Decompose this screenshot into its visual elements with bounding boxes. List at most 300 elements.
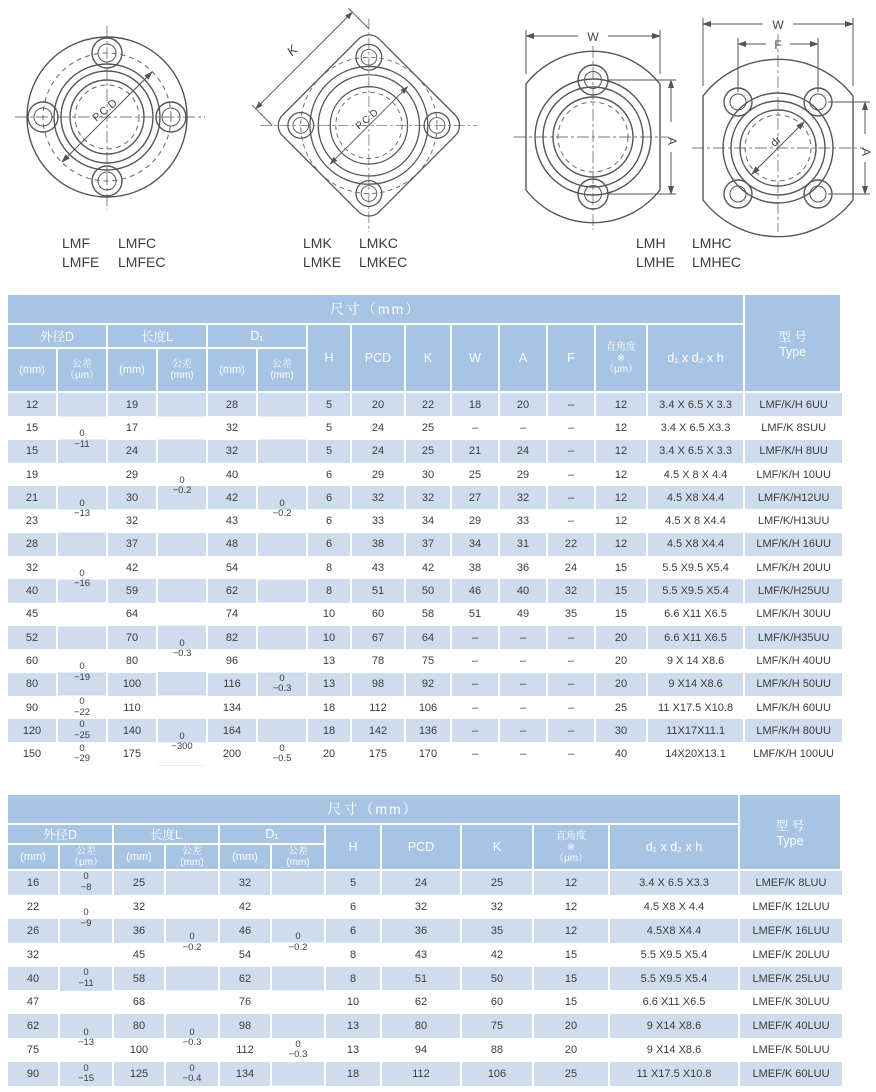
- round-flange-svg: [10, 14, 210, 232]
- cell-d: 52: [8, 626, 58, 649]
- cell-d1: 200: [208, 742, 258, 765]
- col-header-l-tol: 公差 (mm): [158, 349, 208, 393]
- cell-a: –: [500, 626, 548, 649]
- cell-d: 32: [8, 943, 60, 967]
- cell-type: LMEF/K 16LUU: [740, 919, 842, 943]
- cell-pcd: 38: [352, 533, 406, 556]
- col-header-d1-tol: 公差 (mm): [258, 349, 308, 393]
- pcd-dim-label: P.C.D: [90, 97, 120, 125]
- dimensions-table-lmef: [8, 795, 842, 1086]
- type-header-cn: 型 号: [775, 819, 805, 833]
- type-header-en: Type: [776, 834, 804, 848]
- cell-h: 6: [308, 486, 352, 509]
- cell-sq: 12: [596, 416, 648, 439]
- cell-pcd: 29: [352, 463, 406, 486]
- col-header-d-mm: (mm): [8, 349, 58, 393]
- cell-d1: 32: [208, 440, 258, 463]
- oval-flange-types: [636, 234, 741, 272]
- oval-flange-2hole-svg: [508, 22, 682, 234]
- cell-pcd: 36: [382, 919, 462, 943]
- cell-pcd: 24: [382, 871, 462, 895]
- cell-tolerance: 0 −0.2: [158, 393, 208, 579]
- cell-type: LMF/K/H 8UU: [745, 440, 842, 463]
- cell-k: 106: [462, 1062, 534, 1086]
- cell-f: –: [548, 673, 596, 696]
- cell-d1: 54: [220, 943, 272, 967]
- cell-d: 6.6 X11 X6.5: [648, 603, 745, 626]
- cell-pcd: 175: [352, 742, 406, 765]
- cell-pcd: 98: [352, 673, 406, 696]
- cell-d: 4.5 X8 X4.4: [648, 533, 745, 556]
- cell-w: 18: [452, 393, 500, 416]
- cell-sq: 15: [534, 967, 610, 991]
- cell-l: 68: [114, 990, 166, 1014]
- cell-a: 32: [500, 486, 548, 509]
- type-label: LMKEC: [359, 254, 408, 270]
- cell-d: 4.5 X8 X 4.4: [610, 895, 740, 919]
- table-title: 尺寸（mm）: [8, 795, 740, 825]
- cell-sq: 12: [596, 509, 648, 532]
- cell-d1: 96: [208, 649, 258, 672]
- col-header-l-mm: (mm): [108, 349, 158, 393]
- cell-pcd: 43: [352, 556, 406, 579]
- cell-d: 5.5 X9.5 X5.4: [648, 556, 745, 579]
- col-header-length: 长度L: [114, 825, 220, 845]
- col-header-d-mm: (mm): [8, 845, 60, 871]
- cell-l: 45: [114, 943, 166, 967]
- col-header-outer-dia: 外径D: [8, 825, 114, 845]
- cell-type: LMF/K/H 20UU: [745, 556, 842, 579]
- cell-f: –: [548, 416, 596, 439]
- cell-l: 100: [108, 673, 158, 696]
- cell-pcd: 94: [382, 1038, 462, 1062]
- cell-tolerance: 0 −0.4: [166, 1062, 220, 1086]
- cell-d: 21: [8, 486, 58, 509]
- cell-f: 32: [548, 579, 596, 602]
- col-header-l-tol: 公差 (mm): [166, 845, 220, 871]
- cell-type: LMEF/K 40LUU: [740, 1014, 842, 1038]
- round-flange-types: [62, 234, 165, 272]
- type-header-cn: 型 号: [778, 330, 807, 344]
- cell-pcd: 112: [382, 1062, 462, 1086]
- type-label: LMF: [62, 235, 90, 251]
- cell-pcd: 62: [382, 990, 462, 1014]
- cell-w: 46: [452, 579, 500, 602]
- cell-d: 4.5X8 X4.4: [610, 919, 740, 943]
- cell-type: LMF/K/H 30UU: [745, 603, 842, 626]
- cell-f: –: [548, 742, 596, 765]
- cell-d1: 28: [208, 393, 258, 416]
- cell-d: 9 X14 X8.6: [610, 1014, 740, 1038]
- cell-d: 23: [8, 509, 58, 532]
- cell-f: –: [548, 463, 596, 486]
- col-header-h: H: [326, 825, 382, 871]
- cell-type: LMF/K/H 50UU: [745, 673, 842, 696]
- cell-l: 100: [114, 1038, 166, 1062]
- cell-sq: 25: [534, 1062, 610, 1086]
- cell-l: 140: [108, 719, 158, 742]
- cell-pcd: 78: [352, 649, 406, 672]
- col-header-l-mm: (mm): [114, 845, 166, 871]
- cell-h: 10: [308, 626, 352, 649]
- cell-type: LMF/K/H 100UU: [745, 742, 842, 765]
- cell-d: 120: [8, 719, 58, 742]
- cell-h: 18: [326, 1062, 382, 1086]
- cell-tolerance: 0 −15: [60, 1062, 114, 1086]
- cell-d: 60: [8, 649, 58, 672]
- cell-h: 18: [308, 719, 352, 742]
- cell-w: 21: [452, 440, 500, 463]
- dimensions-table-lmf: [8, 295, 842, 766]
- cell-h: 13: [308, 673, 352, 696]
- cell-k: 42: [462, 943, 534, 967]
- col-header-a: A: [500, 325, 548, 393]
- cell-sq: 12: [596, 440, 648, 463]
- cell-k: 32: [406, 486, 452, 509]
- cell-k: 88: [462, 1038, 534, 1062]
- cell-k: 50: [406, 579, 452, 602]
- cell-sq: 12: [596, 533, 648, 556]
- col-header-f: F: [548, 325, 596, 393]
- cell-tolerance: 0 −22: [58, 696, 108, 719]
- cell-h: 5: [308, 416, 352, 439]
- cell-sq: 12: [596, 486, 648, 509]
- cell-tolerance: [58, 533, 108, 556]
- cell-sq: 12: [596, 463, 648, 486]
- cell-d: 5.5 X9.5 X5.4: [610, 967, 740, 991]
- cell-h: 6: [308, 533, 352, 556]
- type-label: LMFEC: [118, 254, 166, 270]
- cell-tolerance: 0 −0.2: [166, 871, 220, 1014]
- cell-sq: 25: [596, 696, 648, 719]
- cell-d: 40: [8, 967, 60, 991]
- cell-sq: 12: [596, 393, 648, 416]
- col-header-d-tol: 公差 （μm）: [60, 845, 114, 871]
- square-flange-svg: [228, 2, 484, 234]
- cell-d1: 42: [220, 895, 272, 919]
- cell-d: 3.4 X 6.5 X3.3: [610, 871, 740, 895]
- cell-sq: 15: [596, 603, 648, 626]
- cell-d: 4.5 X 8 X4.4: [648, 509, 745, 532]
- cell-tolerance: 0 −0.3: [158, 579, 208, 719]
- cell-k: 64: [406, 626, 452, 649]
- col-header-squareness: 直角度 ※ （μm）: [534, 825, 610, 871]
- cell-a: –: [500, 649, 548, 672]
- cell-pcd: 60: [352, 603, 406, 626]
- cell-pcd: 51: [352, 579, 406, 602]
- cell-d1: 62: [220, 967, 272, 991]
- col-header-type: [745, 295, 842, 393]
- type-label: LMFC: [118, 235, 157, 251]
- cell-k: 50: [462, 967, 534, 991]
- cell-d1: 62: [208, 579, 258, 602]
- cell-w: –: [452, 673, 500, 696]
- cell-type: LMF/K/H 60UU: [745, 696, 842, 719]
- cell-d: 90: [8, 696, 58, 719]
- cell-tolerance: 0 −11: [60, 943, 114, 1015]
- cell-d1: 112: [220, 1038, 272, 1062]
- col-header-length: 长度L: [108, 325, 208, 349]
- cell-tolerance: 0 −0.3: [166, 1014, 220, 1062]
- type-label: LMK: [303, 235, 332, 251]
- cell-w: 25: [452, 463, 500, 486]
- cell-w: 38: [452, 556, 500, 579]
- col-header-d1: D₁: [220, 825, 326, 845]
- cell-h: 8: [308, 579, 352, 602]
- cell-f: –: [548, 393, 596, 416]
- cell-k: 25: [406, 440, 452, 463]
- cell-type: LMF/K/H13UU: [745, 509, 842, 532]
- square-flange-drawing: [228, 2, 484, 239]
- cell-h: 13: [308, 649, 352, 672]
- cell-k: 25: [406, 416, 452, 439]
- cell-k: 35: [462, 919, 534, 943]
- cell-d1: 48: [208, 533, 258, 556]
- cell-k: 32: [462, 895, 534, 919]
- cell-h: 18: [308, 696, 352, 719]
- cell-w: 51: [452, 603, 500, 626]
- cell-f: –: [548, 649, 596, 672]
- col-header-d1d2h: d₁ x d₂ x h: [610, 825, 740, 871]
- cell-w: –: [452, 742, 500, 765]
- cell-d1: 76: [220, 990, 272, 1014]
- cell-tolerance: 0 −25: [58, 719, 108, 742]
- cell-l: 29: [108, 463, 158, 486]
- cell-l: 42: [108, 556, 158, 579]
- cell-k: 75: [406, 649, 452, 672]
- cell-d: 12: [8, 393, 58, 416]
- col-header-pcd: PCD: [382, 825, 462, 871]
- cell-h: 8: [326, 943, 382, 967]
- cell-tolerance: 0 −19: [58, 649, 108, 696]
- cell-d: 22: [8, 895, 60, 919]
- cell-pcd: 32: [382, 895, 462, 919]
- cell-sq: 15: [534, 990, 610, 1014]
- col-header-type: [740, 795, 842, 871]
- cell-sq: 20: [596, 673, 648, 696]
- cell-a: 24: [500, 440, 548, 463]
- col-header-outer-dia: 外径D: [8, 325, 108, 349]
- cell-d: 16: [8, 871, 60, 895]
- a-dim-label: A: [859, 147, 873, 157]
- cell-w: –: [452, 649, 500, 672]
- cell-h: 8: [308, 556, 352, 579]
- cell-type: LMF/K/H35UU: [745, 626, 842, 649]
- cell-a: –: [500, 742, 548, 765]
- cell-h: 5: [308, 440, 352, 463]
- cell-sq: 40: [596, 742, 648, 765]
- cell-d: 26: [8, 919, 60, 943]
- a-dim-label: A: [665, 136, 679, 146]
- cell-h: 13: [326, 1038, 382, 1062]
- cell-type: LMF/K/H 80UU: [745, 719, 842, 742]
- cell-k: 92: [406, 673, 452, 696]
- cell-d1: 134: [220, 1062, 272, 1086]
- cell-h: 10: [308, 603, 352, 626]
- cell-d1: 40: [208, 463, 258, 486]
- cell-h: 5: [326, 871, 382, 895]
- type-label: LMKC: [359, 235, 398, 251]
- cell-h: 6: [308, 463, 352, 486]
- cell-d1: 164: [208, 719, 258, 742]
- type-header-en: Type: [779, 345, 807, 359]
- cell-l: 37: [108, 533, 158, 556]
- cell-l: 70: [108, 626, 158, 649]
- cell-k: 22: [406, 393, 452, 416]
- col-header-h: H: [308, 325, 352, 393]
- cell-tolerance: 0 −11: [58, 393, 108, 486]
- cell-d: 4.5 X 8 X 4.4: [648, 463, 745, 486]
- cell-d: 5.5 X9.5 X5.4: [610, 943, 740, 967]
- cell-pcd: 24: [352, 416, 406, 439]
- col-header-squareness: 直角度 ※ （μm）: [596, 325, 648, 393]
- cell-l: 32: [108, 509, 158, 532]
- type-label: LMHEC: [692, 254, 742, 270]
- col-header-pcd: PCD: [352, 325, 406, 393]
- oval-flange-4hole-svg: [688, 14, 876, 236]
- cell-sq: 12: [534, 919, 610, 943]
- type-label: LMKE: [303, 254, 342, 270]
- cell-w: 29: [452, 509, 500, 532]
- round-flange-drawing: [10, 14, 210, 237]
- cell-type: LMEF/K 8LUU: [740, 871, 842, 895]
- cell-d1: 54: [208, 556, 258, 579]
- cell-a: 40: [500, 579, 548, 602]
- cell-f: –: [548, 696, 596, 719]
- cell-pcd: 142: [352, 719, 406, 742]
- cell-type: LMF/K/H 6UU: [745, 393, 842, 416]
- cell-sq: 15: [534, 943, 610, 967]
- cell-a: –: [500, 719, 548, 742]
- cell-f: 24: [548, 556, 596, 579]
- cell-a: 36: [500, 556, 548, 579]
- cell-d: 80: [8, 673, 58, 696]
- cell-d: 6.6 X11 X6.5: [610, 990, 740, 1014]
- cell-k: 75: [462, 1014, 534, 1038]
- cell-d1: 98: [220, 1014, 272, 1038]
- cell-tolerance: 0 −8: [60, 871, 114, 895]
- col-header-d1d2h: d₁ x d₂ x h: [648, 325, 745, 393]
- cell-tolerance: 0 −0.2: [258, 393, 308, 626]
- type-label: LMHE: [636, 254, 675, 270]
- table-title: 尺寸（mm）: [8, 295, 745, 325]
- cell-l: 32: [114, 895, 166, 919]
- cell-h: 6: [326, 895, 382, 919]
- cell-h: 8: [326, 967, 382, 991]
- cell-sq: 20: [534, 1038, 610, 1062]
- cell-d: 75: [8, 1038, 60, 1062]
- cell-sq: 15: [596, 579, 648, 602]
- cell-d: 47: [8, 990, 60, 1014]
- w-dim-label: W: [772, 18, 784, 32]
- cell-type: LMF/K/H 40UU: [745, 649, 842, 672]
- cell-pcd: 67: [352, 626, 406, 649]
- cell-d: 150: [8, 742, 58, 765]
- col-header-w: W: [452, 325, 500, 393]
- cell-d1: 42: [208, 486, 258, 509]
- cell-tolerance: 0 −0.3: [272, 1014, 326, 1086]
- cell-d: 11 X17.5 X10.8: [610, 1062, 740, 1086]
- cell-d: 5.5 X9.5 X5.4: [648, 579, 745, 602]
- cell-type: LMEF/K 30LUU: [740, 990, 842, 1014]
- cell-type: LMEF/K 60LUU: [740, 1062, 842, 1086]
- cell-k: 60: [462, 990, 534, 1014]
- cell-d: 14X20X13.1: [648, 742, 745, 765]
- cell-d: 32: [8, 556, 58, 579]
- cell-l: 125: [114, 1062, 166, 1086]
- cell-l: 59: [108, 579, 158, 602]
- cell-h: 20: [308, 742, 352, 765]
- cell-type: LMF/K 8SUU: [745, 416, 842, 439]
- oval-flange-4hole-drawing: [688, 14, 876, 241]
- cell-tolerance: 0 −29: [58, 742, 108, 765]
- cell-a: –: [500, 416, 548, 439]
- cell-tolerance: 0 −13: [58, 486, 108, 533]
- cell-type: LMF/K/H 10UU: [745, 463, 842, 486]
- cell-l: 175: [108, 742, 158, 765]
- cell-type: LMEF/K 20LUU: [740, 943, 842, 967]
- cell-f: –: [548, 440, 596, 463]
- cell-w: 34: [452, 533, 500, 556]
- cell-f: 35: [548, 603, 596, 626]
- cell-d: 9 X 14 X8.6: [648, 649, 745, 672]
- cell-a: –: [500, 673, 548, 696]
- cell-type: LMEF/K 50LUU: [740, 1038, 842, 1062]
- cell-sq: 20: [596, 649, 648, 672]
- cell-k: 37: [406, 533, 452, 556]
- cell-type: LMF/K/H12UU: [745, 486, 842, 509]
- cell-a: 33: [500, 509, 548, 532]
- cell-f: –: [548, 626, 596, 649]
- cell-type: LMEF/K 12LUU: [740, 895, 842, 919]
- cell-d: 40: [8, 579, 58, 602]
- cell-tolerance: 0 −0.2: [272, 871, 326, 1014]
- cell-pcd: 32: [352, 486, 406, 509]
- cell-pcd: 112: [352, 696, 406, 719]
- cell-d: 9 X14 X8.6: [648, 673, 745, 696]
- cell-a: 29: [500, 463, 548, 486]
- cell-tolerance: 0 −300: [158, 719, 208, 766]
- col-header-d-tol: 公差 （μm）: [58, 349, 108, 393]
- cell-d1: 46: [220, 919, 272, 943]
- cell-k: 58: [406, 603, 452, 626]
- cell-tolerance: 0 −0.5: [258, 742, 308, 765]
- cell-a: 49: [500, 603, 548, 626]
- cell-d: 62: [8, 1014, 60, 1038]
- cell-pcd: 80: [382, 1014, 462, 1038]
- cell-d: 6.6 X11 X6.5: [648, 626, 745, 649]
- cell-h: 6: [308, 509, 352, 532]
- cell-w: –: [452, 696, 500, 719]
- cell-d1: 134: [208, 696, 258, 719]
- col-header-d1-mm: (mm): [208, 349, 258, 393]
- cell-tolerance: 0 −13: [60, 1014, 114, 1062]
- cell-tolerance: [58, 603, 108, 650]
- cell-h: 5: [308, 393, 352, 416]
- cell-d1: 32: [208, 416, 258, 439]
- cell-d: 4.5 X8 X4.4: [648, 486, 745, 509]
- w-dim-label: W: [587, 30, 599, 44]
- cell-h: 6: [326, 919, 382, 943]
- cell-d: 28: [8, 533, 58, 556]
- cell-d: 3.4 X 6.5 X 3.3: [648, 393, 745, 416]
- cell-k: 25: [462, 871, 534, 895]
- cell-d: 90: [8, 1062, 60, 1086]
- col-header-k: K: [462, 825, 534, 871]
- cell-d: 11 X17.5 X10.8: [648, 696, 745, 719]
- cell-k: 42: [406, 556, 452, 579]
- cell-pcd: 33: [352, 509, 406, 532]
